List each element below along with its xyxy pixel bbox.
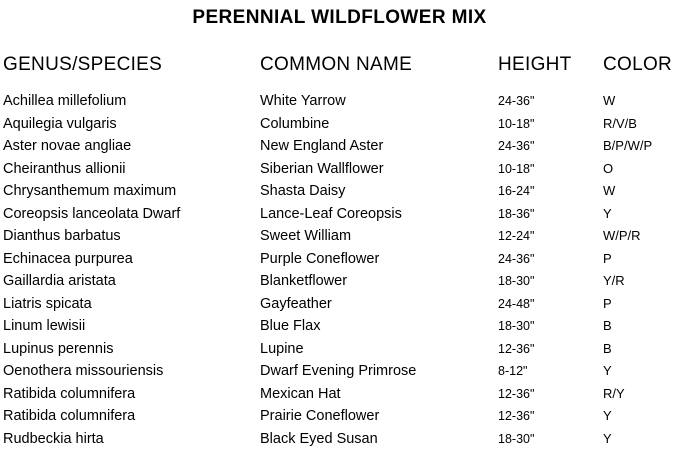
column-header-height: HEIGHT [496,30,601,90]
cell-genus-species: Oenothera missouriensis [0,360,258,383]
cell-height: 18-30" [496,428,601,450]
table-row [0,315,679,338]
table-row [0,203,679,226]
table-row [0,293,679,316]
cell-common-name: Lance-Leaf Coreopsis [258,203,496,226]
table-row [0,405,679,428]
column-header-genus-species: GENUS/SPECIES [0,30,258,90]
cell-genus-species: Liatris spicata [0,293,258,316]
cell-color: Y [601,203,679,226]
cell-height: 12-36" [496,338,601,361]
cell-common-name: Black Eyed Susan [258,428,496,450]
cell-genus-species: Linum lewisii [0,315,258,338]
cell-color: B/P/W/P [601,135,679,158]
cell-color: Y [601,428,679,450]
cell-height: 12-36" [496,405,601,428]
cell-height: 24-36" [496,135,601,158]
cell-genus-species: Rudbeckia hirta [0,428,258,450]
table-row [0,383,679,406]
cell-genus-species: Aster novae angliae [0,135,258,158]
cell-color: O [601,158,679,181]
cell-common-name: New England Aster [258,135,496,158]
cell-common-name: Lupine [258,338,496,361]
cell-common-name: Prairie Coneflower [258,405,496,428]
column-header-color: COLOR [601,30,679,90]
cell-common-name: Purple Coneflower [258,248,496,271]
table-row [0,180,679,203]
table-row [0,158,679,181]
table-row [0,135,679,158]
cell-common-name: White Yarrow [258,90,496,113]
cell-common-name: Mexican Hat [258,383,496,406]
cell-color: W [601,180,679,203]
table-row [0,270,679,293]
cell-color: Y [601,405,679,428]
cell-color: W/P/R [601,225,679,248]
cell-genus-species: Aquilegia vulgaris [0,113,258,136]
cell-color: P [601,293,679,316]
cell-height: 18-30" [496,315,601,338]
cell-genus-species: Dianthus barbatus [0,225,258,248]
cell-genus-species: Ratibida columnifera [0,383,258,406]
cell-common-name: Dwarf Evening Primrose [258,360,496,383]
table-body [0,90,679,450]
table-header-row [0,30,679,90]
cell-height: 10-18" [496,158,601,181]
cell-common-name: Blanketflower [258,270,496,293]
cell-height: 24-48" [496,293,601,316]
cell-height: 16-24" [496,180,601,203]
cell-genus-species: Ratibida columnifera [0,405,258,428]
cell-common-name: Shasta Daisy [258,180,496,203]
wildflower-species-table [0,30,679,450]
cell-genus-species: Gaillardia aristata [0,270,258,293]
cell-height: 10-18" [496,113,601,136]
cell-color: Y [601,360,679,383]
cell-common-name: Blue Flax [258,315,496,338]
cell-genus-species: Chrysanthemum maximum [0,180,258,203]
cell-color: B [601,315,679,338]
table-row [0,113,679,136]
table-header [0,30,679,90]
table-row [0,248,679,271]
table-row [0,90,679,113]
cell-color: B [601,338,679,361]
cell-common-name: Columbine [258,113,496,136]
table-row [0,360,679,383]
cell-color: W [601,90,679,113]
table-row [0,338,679,361]
cell-genus-species: Echinacea purpurea [0,248,258,271]
cell-color: R/V/B [601,113,679,136]
cell-color: R/Y [601,383,679,406]
cell-common-name: Sweet William [258,225,496,248]
cell-height: 12-36" [496,383,601,406]
page-title: PERENNIAL WILDFLOWER MIX [0,0,679,30]
cell-genus-species: Lupinus perennis [0,338,258,361]
cell-genus-species: Coreopsis lanceolata Dwarf [0,203,258,226]
cell-height: 18-30" [496,270,601,293]
cell-genus-species: Achillea millefolium [0,90,258,113]
cell-common-name: Siberian Wallflower [258,158,496,181]
cell-height: 12-24" [496,225,601,248]
cell-height: 24-36" [496,248,601,271]
cell-genus-species: Cheiranthus allionii [0,158,258,181]
cell-color: P [601,248,679,271]
cell-common-name: Gayfeather [258,293,496,316]
cell-color: Y/R [601,270,679,293]
cell-height: 18-36" [496,203,601,226]
column-header-common-name: COMMON NAME [258,30,496,90]
cell-height: 24-36" [496,90,601,113]
cell-height: 8-12" [496,360,601,383]
table-row [0,225,679,248]
